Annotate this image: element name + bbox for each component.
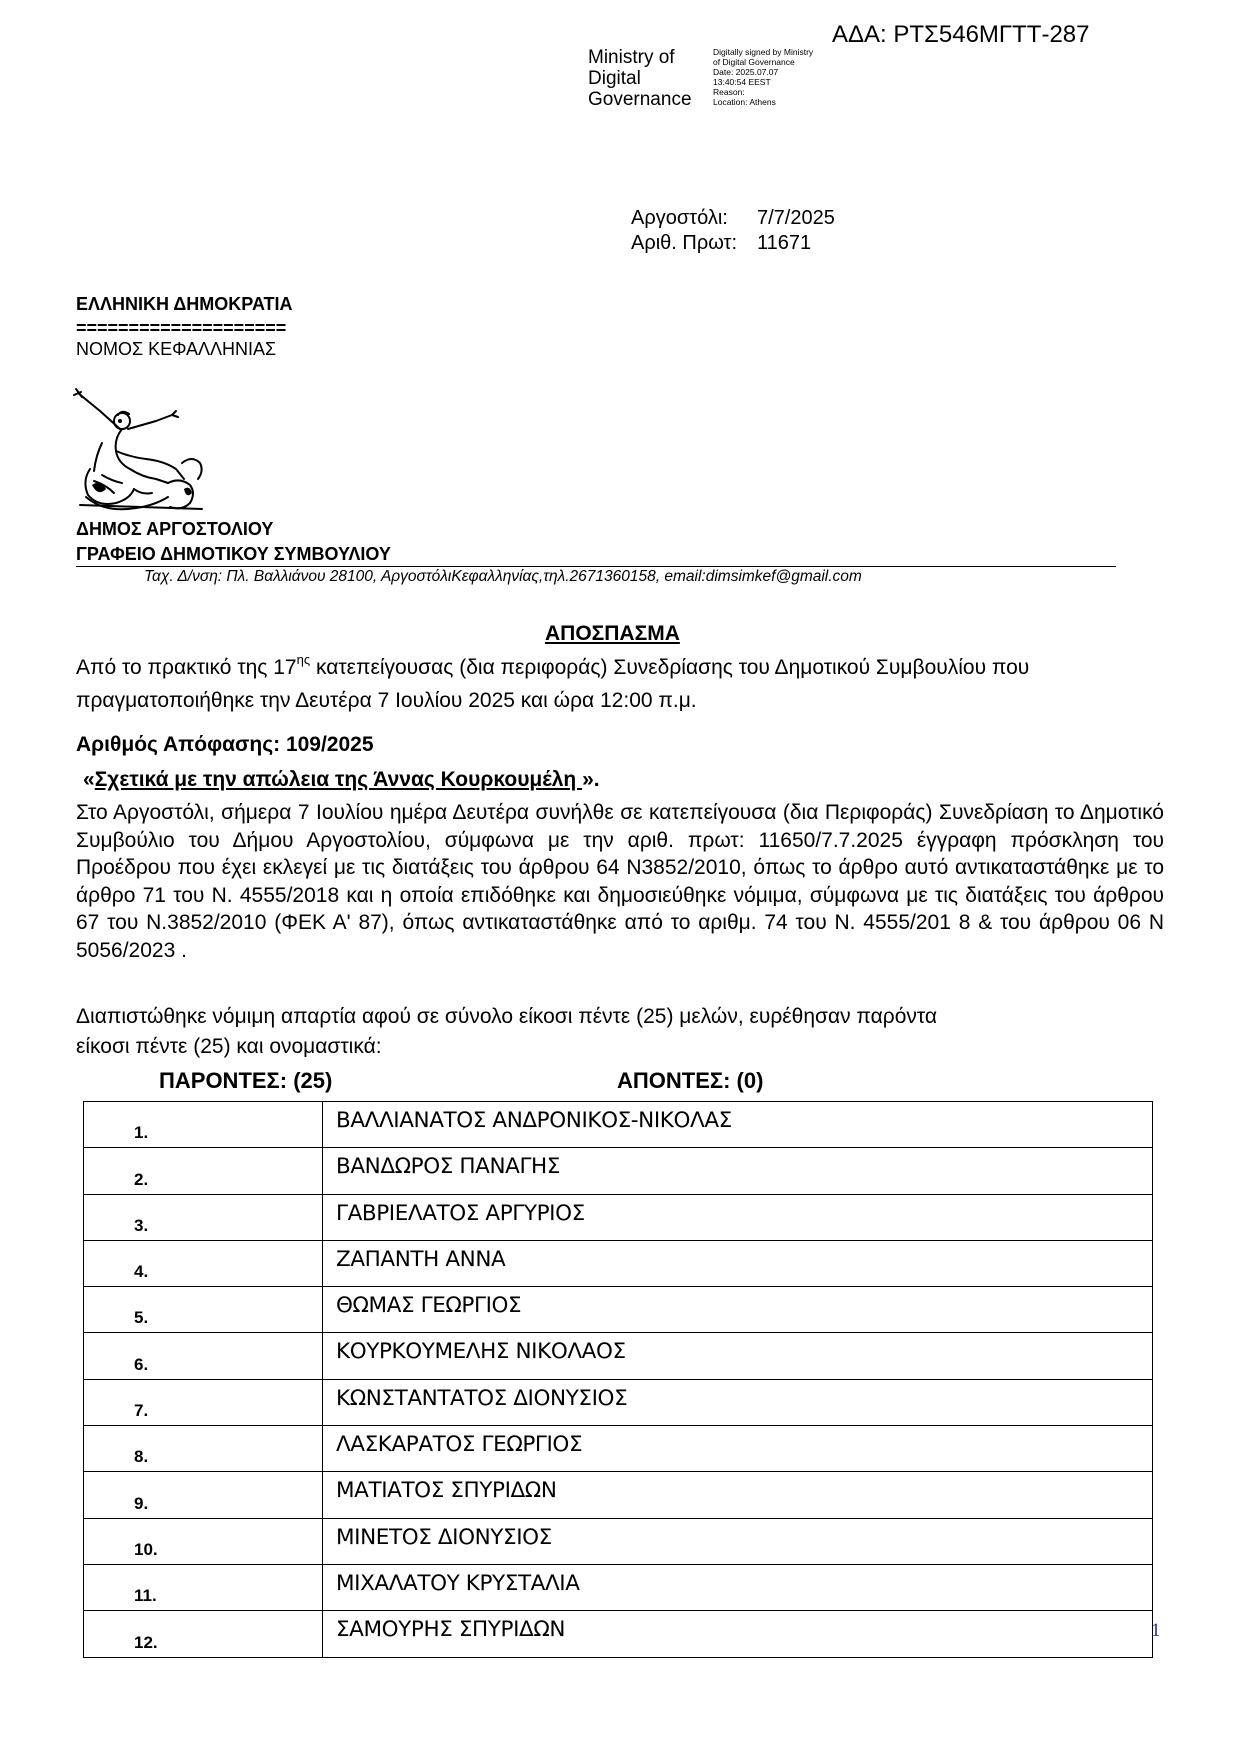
member-number: 3.: [84, 1194, 323, 1240]
table-row: [84, 1379, 1153, 1425]
member-number: 8.: [84, 1426, 323, 1472]
member-number: 11.: [84, 1564, 323, 1610]
republic-header: [76, 292, 292, 340]
table-row: [84, 1102, 1153, 1148]
page-number: 1: [1151, 1620, 1161, 1641]
prefecture-name: ΝΟΜΟΣ ΚΕΦΑΛΛΗΝΙΑΣ: [76, 339, 277, 359]
table-row: [84, 1148, 1153, 1194]
table-row: [84, 1564, 1153, 1610]
office-address: Ταχ. Δ/νση: Πλ. Βαλλιάνου 28100, ΑργοστόλιΚεφαλληνίας,τηλ.2671360158, email:dimsimkef@gmail.com: [144, 568, 862, 585]
member-number: 4.: [84, 1240, 323, 1286]
protocol-value: 11671: [757, 232, 812, 254]
document-title: ΑΠΟΣΠΑΣΜΑ: [545, 622, 680, 645]
quorum-paragraph: [76, 1002, 937, 1062]
member-number: 2.: [84, 1148, 323, 1194]
member-name: ΒΑΛΛΙΑΝΑΤΟΣ ΑΝΔΡΟΝΙΚΟΣ-ΝΙΚΟΛΑΣ: [323, 1102, 1153, 1148]
subject-open-quote: «: [83, 768, 95, 791]
signature-detail-line: Date: 2025.07.07: [713, 67, 779, 77]
date-label: Αργοστόλι:: [631, 207, 728, 229]
member-number: 1.: [84, 1102, 323, 1148]
signature-detail-line: Digitally signed by Ministry: [713, 47, 814, 57]
absent-heading: ΑΠΟΝΤΕΣ: (0): [617, 1068, 764, 1093]
member-name: ΜΑΤΙΑΤΟΣ ΣΠΥΡΙΔΩΝ: [323, 1472, 1153, 1518]
header-separator: ====================: [76, 318, 287, 338]
signature-details: [713, 47, 813, 107]
protocol-row: [631, 231, 835, 256]
table-row: [84, 1333, 1153, 1379]
member-number: 12.: [84, 1611, 323, 1657]
intro-start: Από το πρακτικό της 17: [76, 656, 297, 679]
member-name: ΚΟΥΡΚΟΥΜΕΛΗΣ ΝΙΚΟΛΑΟΣ: [323, 1333, 1153, 1379]
member-name: ΓΑΒΡΙΕΛΑΤΟΣ ΑΡΓΥΡΙΟΣ: [323, 1194, 1153, 1240]
signature-detail-line: 13:40:54 EEST: [713, 77, 771, 87]
table-row: [84, 1426, 1153, 1472]
date-protocol-block: [631, 206, 835, 256]
municipality-header: [76, 517, 391, 567]
signature-detail-line: of Digital Governance: [713, 57, 795, 67]
signature-organization: [588, 47, 692, 110]
table-row: [84, 1518, 1153, 1564]
signature-org-line: Governance: [588, 89, 692, 110]
republic-name: ΕΛΛΗΝΙΚΗ ΔΗΜΟΚΡΑΤΙΑ: [76, 294, 293, 314]
member-name: ΣΑΜΟΥΡΗΣ ΣΠΥΡΙΔΩΝ: [323, 1611, 1153, 1657]
signature-org-line: Ministry of: [588, 47, 675, 68]
member-name: ΖΑΠΑΝΤΗ ΑΝΝΑ: [323, 1240, 1153, 1286]
municipality-name: ΔΗΜΟΣ ΑΡΓΟΣΤΟΛΙΟΥ: [76, 519, 274, 539]
member-number: 10.: [84, 1518, 323, 1564]
member-number: 6.: [84, 1333, 323, 1379]
member-number: 9.: [84, 1472, 323, 1518]
date-value: 7/7/2025: [757, 207, 835, 229]
member-name: ΚΩΝΣΤΑΝΤΑΤΟΣ ΔΙΟΝΥΣΙΟΣ: [323, 1379, 1153, 1425]
quorum-line: Διαπιστώθηκε νόμιμη απαρτία αφού σε σύνολο είκοσι πέντε (25) μελών, ευρέθησαν παρόντα: [76, 1005, 938, 1028]
table-row: [84, 1611, 1153, 1657]
member-number: 5.: [84, 1287, 323, 1333]
subject-text: Σχετικά με την απώλεια της Άννας Κουρκουμέλη: [94, 768, 583, 791]
intro-rest: κατεπείγουσας (δια περιφοράς) Συνεδρίασης του Δημοτικού Συμβουλίου που πραγματοποιήθηκε την Δευτέρα 7 Ιουλίου 2025 και ώρα 12:00 π.μ.: [76, 656, 1030, 712]
table-row: [84, 1240, 1153, 1286]
member-name: ΛΑΣΚΑΡΑΤΟΣ ΓΕΩΡΓΙΟΣ: [323, 1426, 1153, 1472]
header-divider: [76, 566, 1116, 567]
quorum-line: είκοσι πέντε (25) και ονομαστικά:: [76, 1035, 382, 1058]
member-number: 7.: [84, 1379, 323, 1425]
body-paragraph: Στο Αργοστόλι, σήμερα 7 Ιουλίου ημέρα Δευτέρα συνήλθε σε κατεπείγουσα (δια Περιφοράς) Συνεδρίαση το Δημοτικό Συμβούλιο του Δήμου Αργοστολίου, σύμφωνα με την αριθ. πρωτ: 11650/7.7.2025 έγγραφη πρόσκληση του Προέδρου που έχει εκλεγεί με τις διατάξεις του άρθρου 64 Ν3852/2010, όπως το άρθρο αυτό αντικαταστάθηκε με το άρθρο 71 του Ν. 4555/2018 και η οποία επιδόθηκε και δημοσιεύθηκε νόμιμα, σύμφωνα με τις διατάξεις του άρθρου 67 του Ν.3852/2010 (ΦΕΚ Α' 87), όπως αντικαταστάθηκε από το αριθμ. 74 του Ν. 4555/201 8 & του άρθρου 06 Ν 5056/2023 .: [76, 801, 1164, 962]
subject-close-quote: ».: [582, 768, 600, 791]
protocol-label: Αριθ. Πρωτ:: [631, 232, 738, 254]
decision-subject: [83, 768, 600, 792]
decision-number: Αριθμός Απόφασης: 109/2025: [76, 733, 374, 756]
municipality-emblem: [72, 385, 222, 515]
intro-paragraph: [76, 651, 1134, 717]
date-row: [631, 206, 835, 231]
ada-code: ΑΔΑ: ΡΤΣ546ΜΓΤΤ-287: [832, 21, 1090, 48]
members-table: [83, 1101, 1153, 1658]
member-name: ΜΙΧΑΛΑΤΟΥ ΚΡΥΣΤΑΛΙΑ: [323, 1564, 1153, 1610]
signature-detail-line: Reason:: [713, 87, 745, 97]
member-name: ΘΩΜΑΣ ΓΕΩΡΓΙΟΣ: [323, 1287, 1153, 1333]
office-name: ΓΡΑΦΕΙΟ ΔΗΜΟΤΙΚΟΥ ΣΥΜΒΟΥΛΙΟΥ: [76, 544, 391, 564]
present-heading: ΠΑΡΟΝΤΕΣ: (25): [159, 1068, 333, 1093]
signature-org-line: Digital: [588, 68, 641, 89]
signature-detail-line: Location: Athens: [713, 97, 776, 107]
table-row: [84, 1194, 1153, 1240]
member-name: ΜΙΝΕΤΟΣ ΔΙΟΝΥΣΙΟΣ: [323, 1518, 1153, 1564]
intro-superscript: ης: [296, 652, 311, 667]
table-row: [84, 1472, 1153, 1518]
table-row: [84, 1287, 1153, 1333]
member-name: ΒΑΝΔΩΡΟΣ ΠΑΝΑΓΗΣ: [323, 1148, 1153, 1194]
